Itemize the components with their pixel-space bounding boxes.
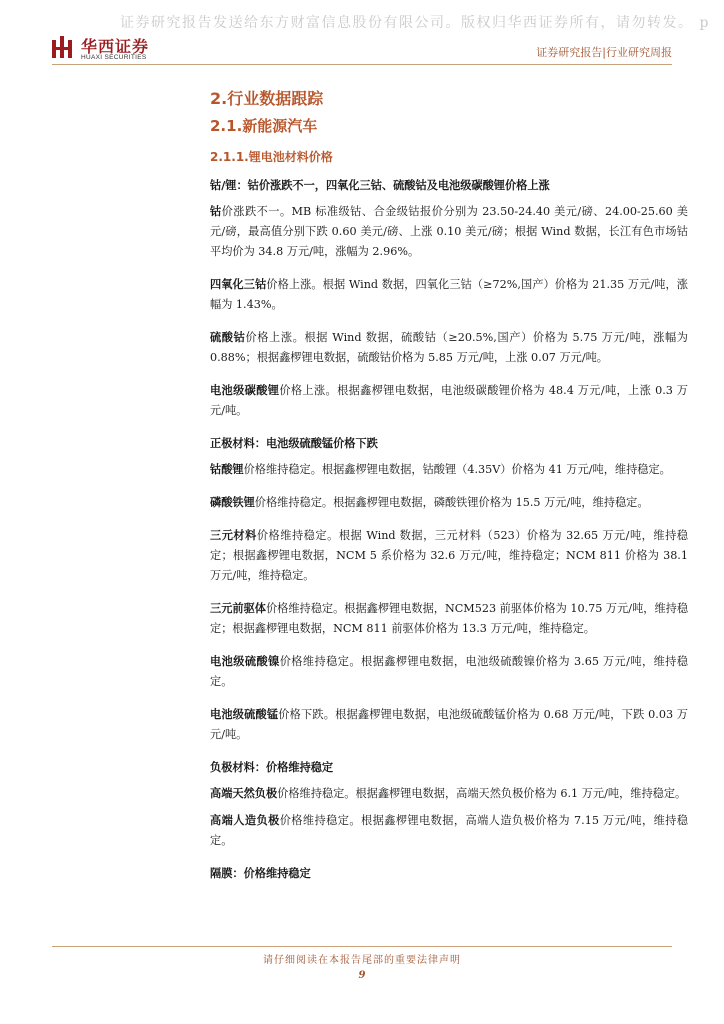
subhead-separator: 隔膜：价格维持稳定: [210, 866, 311, 880]
paragraph-lithium-carbonate: [210, 380, 688, 421]
paragraph-lead: 高端人造负极: [210, 813, 280, 827]
subhead-cobalt-lithium: 钴/锂：钴价涨跌不一，四氧化三钴、硫酸钴及电池级碳酸锂价格上涨: [210, 178, 550, 192]
section-title: 2.行业数据跟踪: [210, 89, 324, 108]
header-divider: [52, 64, 672, 65]
huaxi-logo-icon: [52, 36, 72, 58]
paragraph-lead: 三元材料: [210, 528, 257, 542]
watermark-text: 证券研究报告发送给东方财富信息股份有限公司。版权归华西证券所有，请勿转发。 p: [120, 15, 710, 31]
paragraph-lead: 磷酸铁锂: [210, 495, 255, 509]
paragraph-cobalt: [210, 201, 688, 262]
paragraph-ternary: [210, 525, 688, 586]
paragraph-text: 价格维持稳定。根据鑫椤锂电数据，电池级硫酸镍价格为 3.65 万元/吨，维持稳定。: [210, 655, 688, 688]
paragraph-lead: 电池级碳酸锂: [210, 383, 280, 397]
paragraph-text: 价涨跌不一。MB 标准级钴、合金级钴报价分别为 23.50-24.40 美元/磅、24.00-25.60 美元/磅，最高值分别下跌 0.60 美元/磅、上涨 0.10 美元/磅；根据 Wind 数据，长江有色市场钴平均价为 34.8 万元/吨，涨幅为 2.96%。: [210, 205, 688, 258]
paragraph-text: 价格维持稳定。根据鑫椤锂电数据，NCM523 前驱体价格为 10.75 万元/吨，维持稳定；根据鑫椤锂电数据，NCM 811 前驱体价格为 13.3 万元/吨，维持稳定。: [210, 602, 689, 635]
paragraph-nickel-sulfate: [210, 651, 688, 692]
paragraph-artificial-anode: [210, 810, 688, 851]
paragraph-lead: 钴: [210, 204, 222, 218]
paragraph-natural-anode: [210, 783, 688, 804]
paragraph-cobalt-oxide: [210, 274, 688, 315]
paragraph-manganese-sulfate: [210, 704, 688, 745]
paragraph-text: 价格上涨。根据 Wind 数据，硫酸钴（≥20.5%,国产）价格为 5.75 万元/吨，涨幅为 0.88%；根据鑫椤锂电数据，硫酸钴价格为 5.85 万元/吨，上涨 0.07 万元/吨。: [210, 331, 688, 364]
page-content: [210, 86, 688, 889]
subsubsection-title: 2.1.1.锂电池材料价格: [210, 150, 333, 164]
paragraph-text: 价格维持稳定。根据鑫椤锂电数据，钴酸锂（4.35V）价格为 41 万元/吨，维持稳定。: [243, 463, 671, 476]
paragraph-lead: 硫酸钴: [210, 330, 246, 344]
paragraph-lead: 电池级硫酸锰: [210, 707, 279, 721]
paragraph-cobalt-sulfate: [210, 327, 688, 368]
footer-divider: [52, 946, 672, 947]
paragraph-lead: 四氧化三钴: [210, 277, 267, 291]
paragraph-text: 价格维持稳定。根据鑫椤锂电数据，高端天然负极价格为 6.1 万元/吨，维持稳定。: [277, 787, 687, 800]
footer-disclaimer: 请仔细阅读在本报告尾部的重要法律声明: [263, 955, 461, 966]
paragraph-text: 价格下跌。根据鑫椤锂电数据，电池级硫酸锰价格为 0.68 万元/吨，下跌 0.03 万元/吨。: [210, 708, 688, 741]
paragraph-text: 价格上涨。根据鑫椤锂电数据，电池级碳酸锂价格为 48.4 万元/吨，上涨 0.3 万元/吨。: [210, 384, 688, 417]
paragraph-lead: 三元前驱体: [210, 601, 266, 615]
paragraph-lco: [210, 459, 688, 480]
paragraph-lfp: [210, 492, 688, 513]
paragraph-precursor: [210, 598, 688, 639]
logo-name-en: HUAXI SECURITIES: [81, 54, 147, 61]
paragraph-lead: 钴酸锂: [210, 462, 244, 476]
subhead-anode: 负极材料：价格维持稳定: [210, 760, 334, 774]
paragraph-lead: 电池级硫酸镍: [210, 654, 280, 668]
paragraph-text: 价格上涨。根据 Wind 数据，四氧化三钴（≥72%,国产）价格为 21.35 万元/吨，涨幅为 1.43%。: [210, 278, 688, 311]
paragraph-lead: 高端天然负极: [210, 786, 278, 800]
page-number: 9: [358, 970, 366, 981]
logo-name-cn: 华西证券: [81, 37, 150, 56]
report-type: 证券研究报告|行业研究周报: [536, 46, 672, 59]
paragraph-text: 价格维持稳定。根据鑫椤锂电数据，高端人造负极价格为 7.15 万元/吨，维持稳定。: [210, 814, 688, 847]
paragraph-text: 价格维持稳定。根据 Wind 数据，三元材料（523）价格为 32.65 万元/吨，维持稳定；根据鑫椤锂电数据，NCM 5 系价格为 32.6 万元/吨，维持稳定；NCM 811 价格为 38.1 万元/吨，维持稳定。: [210, 529, 688, 582]
paragraph-text: 价格维持稳定。根据鑫椤锂电数据，磷酸铁锂价格为 15.5 万元/吨，维持稳定。: [254, 496, 649, 509]
subsection-title: 2.1.新能源汽车: [210, 117, 318, 135]
subhead-cathode: 正极材料：电池级硫酸锰价格下跌: [210, 436, 378, 450]
